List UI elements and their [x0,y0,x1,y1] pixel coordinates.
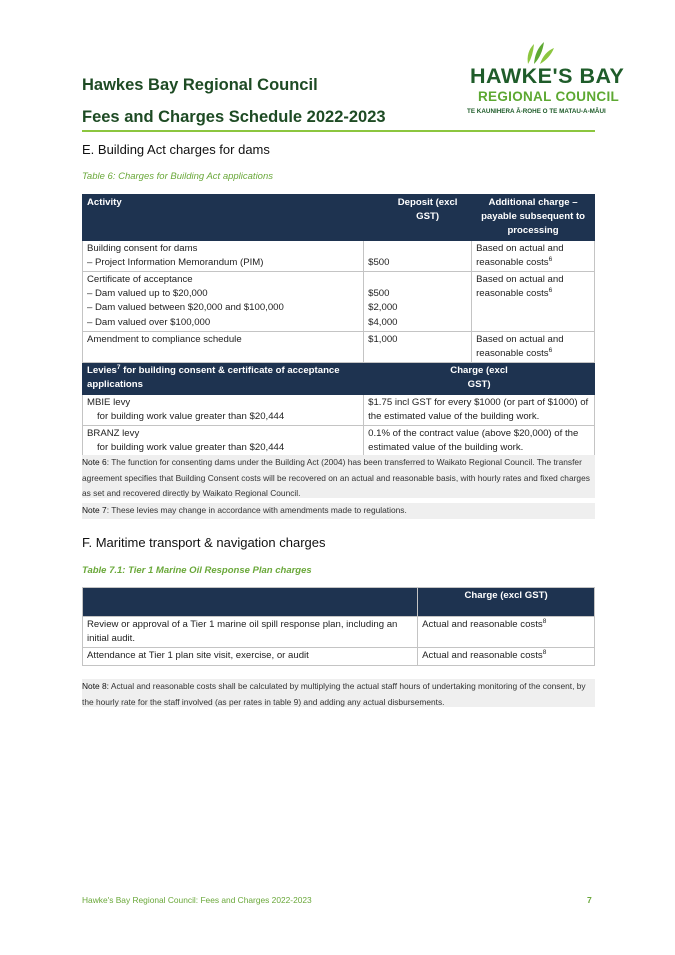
header-rule [82,130,595,132]
table-row [83,617,595,648]
building-act-table [82,194,595,457]
page-number: 7 [587,895,592,905]
note-6: Note 6: The function for consenting dams under the Building Act (2004) has been transferred to Waikato Regional Council. The transfer agreement specifies that Building Consent costs will be recovered on an actual and reasonable basis, with hourly rates and fixed charges as set and recovered directly by Waikato Regional Council. [82,455,595,498]
levy-charge: 0.1% of the contract value (above $20,000) of the estimated value of the building work. [364,426,595,457]
additional-charge: Based on actual and [476,242,564,254]
table-row [83,240,595,271]
row-title: Amendment to compliance schedule [87,333,242,345]
table-header-row [83,195,595,241]
leaf-logo-icon [524,40,558,66]
col-charge: Charge (excl GST) [364,363,595,394]
levy-title: BRANZ levy [87,428,140,440]
row-description: Attendance at Tier 1 plan site visit, exercise, or audit [83,648,418,665]
additional-charge: reasonable costs [476,288,549,300]
row-title: Building consent for dams [87,242,198,254]
footnote-ref: 6 [548,255,553,263]
table-row [83,426,595,457]
table-header-row [83,588,595,617]
footnote-ref: 8 [542,649,547,657]
note-7: Note 7: These levies may change in accordance with amendments made to regulations. [82,503,595,519]
levy-line: for building work value greater than $20,444 [97,410,285,422]
footnote-ref: 6 [548,287,553,295]
col-charge: Charge (excl GST) [418,588,595,617]
logo-tagline: TE KAUNIHERA Ā-ROHE O TE MATAU-A-MĀUI [467,108,606,115]
footnote-ref: 7 [116,364,121,372]
levies-header-row [83,363,595,394]
col-activity: Activity [83,195,364,241]
section-f-heading: F. Maritime transport & navigation charges [82,535,326,550]
col-blank [83,588,418,617]
doc-title: Fees and Charges Schedule 2022-2023 [82,108,386,126]
footer-text: Hawke's Bay Regional Council: Fees and Charges 2022-2023 [82,895,312,905]
footnote-ref: 6 [548,346,553,354]
row-line: – Dam valued between $20,000 and $100,000 [87,302,284,314]
row-description: Review or approval of a Tier 1 marine oil spill response plan, including an initial audit. [83,617,418,648]
levy-title: MBIE levy [87,396,131,408]
table-row [83,331,595,362]
row-line: – Project Information Memorandum (PIM) [87,256,264,268]
col-levies: Levies$^7$ for building consent & certificate of acceptance applications [83,363,364,394]
additional-charge: Based on actual and [476,274,564,286]
row-charge: Actual and reasonable costs$^8$ [418,617,595,648]
deposit-value: $4,000 [368,316,398,328]
marine-oil-table [82,587,595,666]
note-8: Note 8: Actual and reasonable costs shall be calculated by multiplying the actual staff hours of undertaking monitoring of the consent, by the hourly rate for the staff involved (as per rates in table 9) and adding any actual disbursements. [82,679,595,707]
col-deposit: Deposit (excl GST) [364,195,472,241]
table6-caption: Table 6: Charges for Building Act applications [82,171,273,182]
footnote-ref: 8 [542,617,547,625]
deposit-value: $500 [368,256,390,268]
logo-wordmark: HAWKE'S BAY [470,64,625,88]
row-line: – Dam valued up to $20,000 [87,288,208,300]
deposit-value: $2,000 [368,302,398,314]
deposit-value: $500 [368,288,390,300]
row-title: Certificate of acceptance [87,274,193,286]
table-row [83,394,595,425]
additional-charge: reasonable costs [476,348,549,360]
table-row [83,272,595,332]
additional-charge: reasonable costs [476,256,549,268]
additional-charge: Based on actual and [476,333,564,345]
deposit-value: $1,000 [368,333,398,345]
org-title: Hawkes Bay Regional Council [82,76,318,94]
table7-caption: Table 7.1: Tier 1 Marine Oil Response Plan charges [82,565,312,576]
table-row [83,648,595,665]
logo-subtitle: REGIONAL COUNCIL [478,89,620,104]
col-additional: Additional charge – payable subsequent to processing [472,195,595,241]
section-e-heading: E. Building Act charges for dams [82,142,270,157]
levy-line: for building work value greater than $20,444 [97,442,285,454]
row-charge: Actual and reasonable costs$^8$ [418,648,595,665]
row-line: – Dam valued over $100,000 [87,316,211,328]
levy-charge: $1.75 incl GST for every $1000 (or part of $1000) of the estimated value of the building work. [364,394,595,425]
